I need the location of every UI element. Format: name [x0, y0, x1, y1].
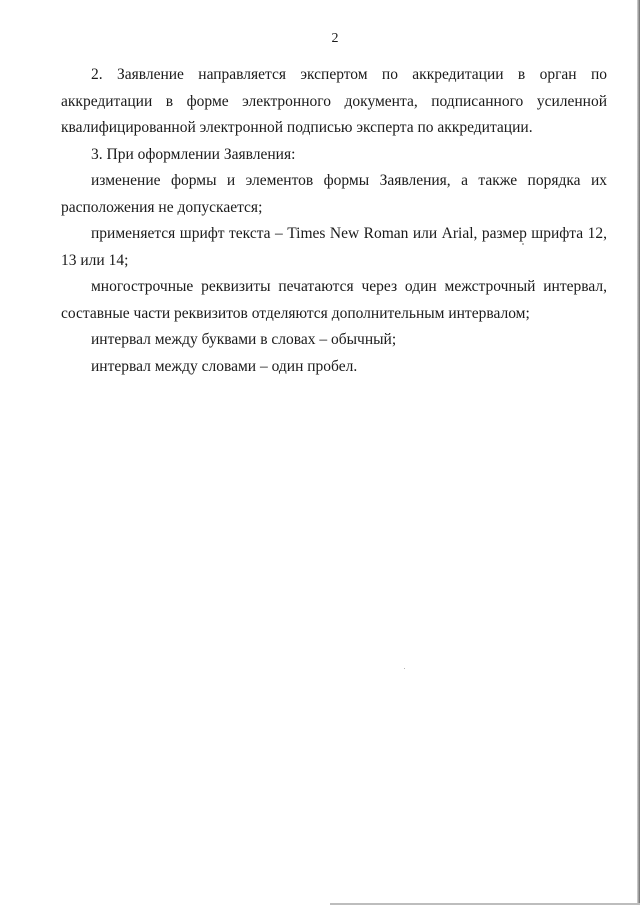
paragraph-word-spacing: интервал между словами – один пробел.	[91, 357, 358, 375]
scan-speck	[404, 668, 405, 669]
paragraph-font: применяется шрифт текста – Times New Roman или Arial, размер шрифта 12, 13 или 14;	[61, 225, 607, 269]
document-body	[61, 62, 607, 380]
paragraph-submission: 2. Заявление направляется экспертом по аккредитации в орган по аккредитации в форме электронного документа, подписанного усиленной квалифицированной электронной подписью эксперта по аккредитации.	[61, 66, 607, 136]
paragraph-form-changes: изменение формы и элементов формы Заявления, а также порядка их расположения не допускается;	[61, 172, 607, 216]
paragraph-letter-spacing: интервал между буквами в словах – обычный;	[91, 331, 397, 348]
scan-speck	[522, 243, 524, 245]
page-number: 2	[331, 31, 339, 46]
paragraph-multiline-details: многострочные реквизиты печатаются через один межстрочный интервал, составные части реквизитов отделяются дополнительным интервалом;	[61, 278, 607, 322]
paragraph-formatting-heading: 3. При оформлении Заявления:	[91, 145, 296, 163]
